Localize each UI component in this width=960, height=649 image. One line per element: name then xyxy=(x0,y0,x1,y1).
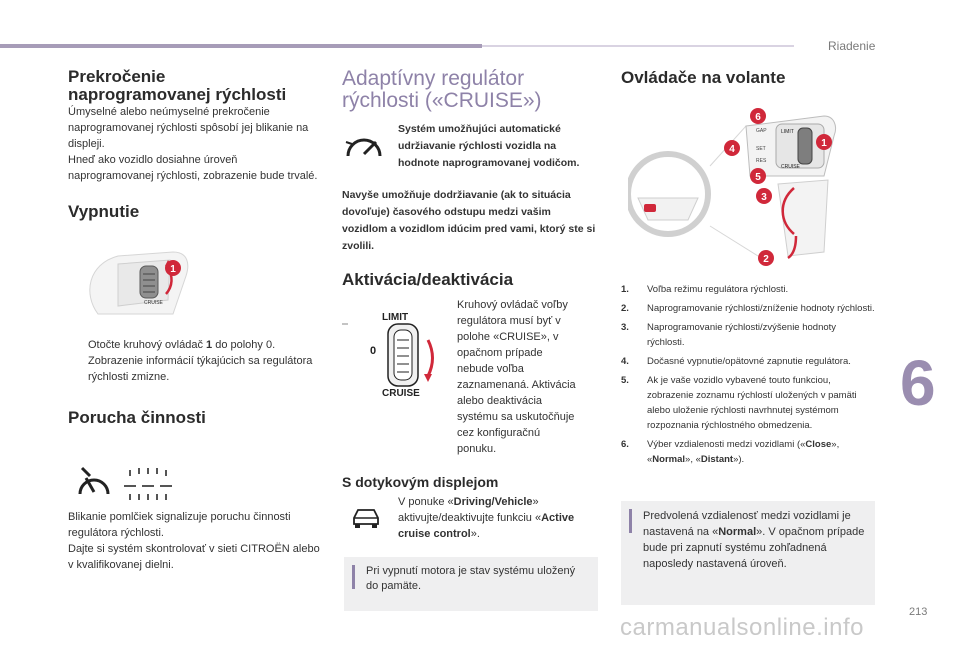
wheel-controls-heading: Ovládače na volante xyxy=(621,68,786,87)
top-rule xyxy=(0,44,482,48)
svg-text:CRUISE: CRUISE xyxy=(781,164,800,170)
legend-item: 6. Výber vzdialenosti medzi vozidlami («Close», «Normal», «Distant»). xyxy=(621,439,840,465)
overspeed-section xyxy=(68,68,324,184)
steering-wheel-controls-illustration xyxy=(628,106,858,272)
note-marker-icon xyxy=(352,565,355,589)
adaptive-cruise-intro: Systém umožňujúci automatické udržiavanie rýchlosti vozidla na hodnote naprogramovanej vodičom. xyxy=(398,123,580,169)
legend-item: 2. Naprogramovanie rýchlosti/zníženie hodnoty rýchlosti. xyxy=(621,303,875,314)
overspeed-heading-line1: Prekročenie xyxy=(68,67,166,86)
svg-text:1: 1 xyxy=(821,138,827,149)
malfunction-indicator-illustration xyxy=(76,464,186,502)
malfunction-text-2: Dajte si systém skontrolovať v sieti CITROËN alebo v kvalifikovanej dielni. xyxy=(68,543,320,571)
svg-text:3: 3 xyxy=(761,192,767,203)
dashes-icon xyxy=(124,468,172,500)
adaptive-cruise-title-line2: rýchlosti («CRUISE») xyxy=(342,89,542,112)
overspeed-text-2: Hneď ako vozidlo dosiahne úroveň naprogramovanej rýchlosti, zobrazenie bude trvalé. xyxy=(68,154,318,182)
legend-item: 4. Dočasné vypnutie/opätovné zapnutie regulátora. xyxy=(621,356,851,367)
chapter-number: 6 xyxy=(900,347,936,419)
overspeed-heading-line2: naprogramovanej rýchlosti xyxy=(68,85,287,104)
section-title: Riadenie xyxy=(828,39,876,53)
malfunction-text-1: Blikanie pomlčiek signalizuje poruchu činnosti regulátora rýchlosti. xyxy=(68,511,291,539)
activation-text: Kruhový ovládač voľby regulátora musí byť v polohe «CRUISE», v opačnom prípade nebude voľba zaznamenaná. Aktivácia alebo deaktivácia systému sa uskutočňuje cez konfiguračnú ponuku. xyxy=(457,299,576,455)
adaptive-cruise-title xyxy=(342,68,598,112)
bullet-arrow-icon xyxy=(68,337,88,385)
svg-text:SET: SET xyxy=(756,146,766,152)
memory-note: Pri vypnutí motora je stav systému uložený do pamäte. xyxy=(344,557,598,611)
overspeed-text-1: Úmyselné alebo neúmyselné prekročenie naprogramovanej rýchlosti spôsobí jej blikanie na displeji. xyxy=(68,106,309,150)
svg-text:6: 6 xyxy=(755,112,761,123)
note-marker-icon xyxy=(629,509,632,533)
cruise-control-gauge-icon xyxy=(344,126,388,162)
svg-text:2: 2 xyxy=(763,254,769,265)
distance-note: Predvolená vzdialenosť medzi vozidlami je nastavená na «Normal». V opačnom prípade bude pri zapnutí systému zohľadnená naposledy nastavená úroveň. xyxy=(621,501,875,605)
top-rule-light xyxy=(482,45,794,47)
svg-text:5: 5 xyxy=(755,172,761,183)
rotary-switch-illustration xyxy=(342,300,450,404)
watermark: carmanualsonline.info xyxy=(620,614,864,641)
svg-text:LIMIT: LIMIT xyxy=(382,312,409,323)
adaptive-cruise-title-line1: Adaptívny regulátor xyxy=(342,67,525,90)
legend-item: 1. Voľba režimu regulátora rýchlosti. xyxy=(621,284,789,295)
svg-text:CRUISE: CRUISE xyxy=(382,388,420,399)
vehicle-menu-icon xyxy=(350,506,382,532)
overspeed-heading xyxy=(68,68,324,104)
page-number: 213 xyxy=(909,606,928,618)
adaptive-cruise-intro-2: Navyše umožňuje dodržiavanie (ak to situácia dovoľuje) časového odstupu medzi vašim vozidlom a vozidlom idúcim pred vami, ktorý ste si zvolili. xyxy=(342,189,596,252)
svg-text:RES: RES xyxy=(756,158,767,164)
svg-text:4: 4 xyxy=(729,144,735,155)
legend-item: 3. Naprogramovanie rýchlosti/zvýšenie hodnoty rýchlosti. xyxy=(621,322,837,348)
stalk-rotary-illustration xyxy=(78,244,208,324)
svg-text:1: 1 xyxy=(170,264,176,275)
activation-heading: Aktivácia/deaktivácia xyxy=(342,270,514,289)
malfunction-text xyxy=(68,509,324,573)
switch-off-heading: Vypnutie xyxy=(68,202,140,221)
svg-text:LIMIT: LIMIT xyxy=(781,129,794,135)
svg-text:GAP: GAP xyxy=(756,128,767,134)
svg-text:CRUISE: CRUISE xyxy=(144,300,163,306)
switch-off-instruction: Otočte kruhový ovládač 1 do polohy 0. Zobrazenie informácií týkajúcich sa regulátora rýchlosti zmizne. xyxy=(68,337,316,385)
touchscreen-text: V ponuke «Driving/Vehicle» aktivujte/deaktivujte funkciu «Active cruise control». xyxy=(398,496,575,540)
svg-text:0: 0 xyxy=(370,345,377,357)
malfunction-heading: Porucha činnosti xyxy=(68,408,206,427)
touchscreen-heading: S dotykovým displejom xyxy=(342,474,499,490)
controls-legend xyxy=(621,282,875,471)
legend-item: 5. Ak je vaše vozidlo vybavené touto funkciou, zobrazenie zoznamu rýchlostí uložených v pamäti alebo uloženie rýchlosti navrhnutej systémom rozpoznania rýchlostného obmedzenia. xyxy=(621,375,857,431)
